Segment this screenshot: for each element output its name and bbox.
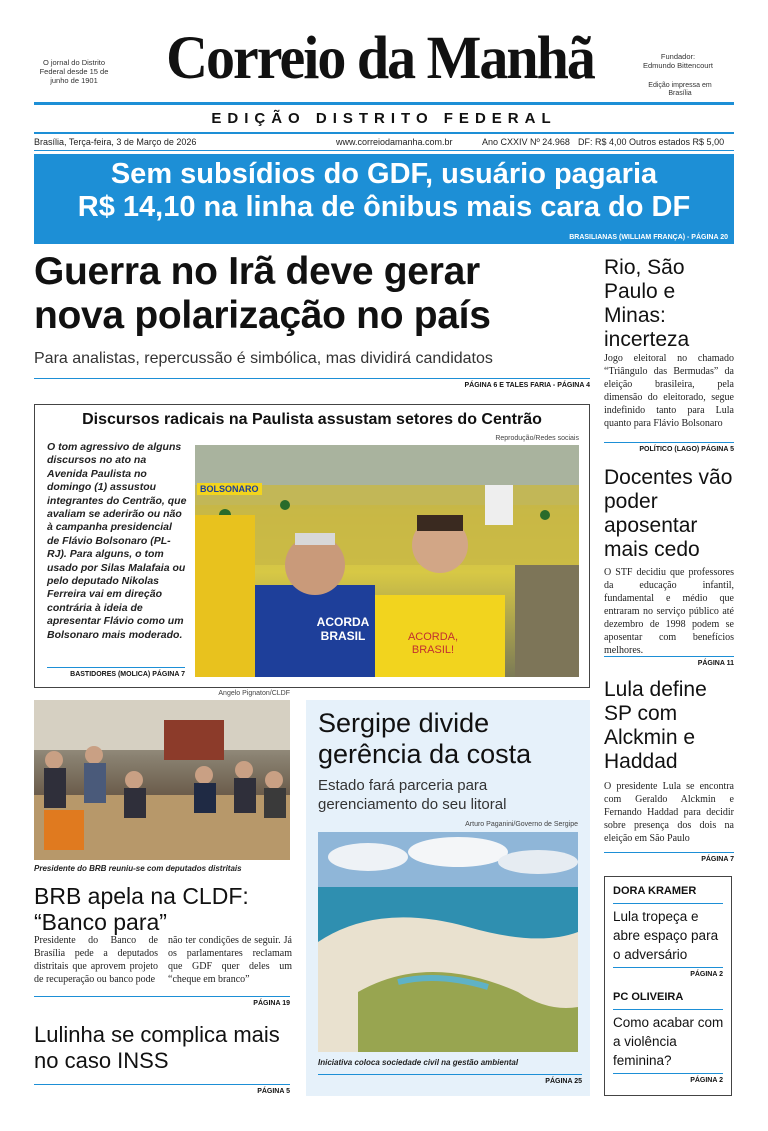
main-rule (34, 378, 590, 379)
paulista-headline: Discursos radicais na Paulista assustam setores do Centrão (82, 411, 542, 428)
rally-photo-illustration (195, 445, 579, 677)
paulista-rule (47, 667, 185, 668)
banner-page-ref: BRASILIANAS (WILLIAM FRANÇA) - PÁGINA 20 (569, 234, 728, 241)
coast-photo-illustration (318, 832, 578, 1052)
main-headline[interactable] (34, 250, 594, 338)
dateline-issue: Ano CXXIV Nº 24.968 (482, 137, 570, 147)
cldf-meeting-photo (34, 700, 290, 860)
print-note: Edição impressa em Brasília (648, 82, 712, 97)
main-headline-line2: nova polarização no país (34, 294, 491, 337)
rc-story3-headline[interactable]: Lula define SP com Alckmin e Haddad (604, 678, 707, 773)
lulinha-page-ref: PÁGINA 5 (257, 1088, 290, 1095)
shirt-left-text: ACORDA BRASIL (316, 615, 370, 643)
columnist-2-page-ref: PÁGINA 2 (690, 1077, 723, 1084)
banner-headline-line2: R$ 14,10 na linha de ônibus mais cara do DF (77, 191, 691, 223)
sergipe-headline (318, 708, 582, 770)
main-page-ref: PÁGINA 6 E TALES FARIA - PÁGINA 4 (464, 382, 590, 389)
sergipe-photo-credit: Arturo Paganini/Governo de Sergipe (465, 821, 578, 828)
brb-page-ref: PÁGINA 19 (253, 1000, 290, 1007)
lulinha-rule (34, 1084, 290, 1085)
top-banner[interactable] (34, 154, 734, 244)
shirt-right-text: ACORDA, BRASIL! (407, 631, 459, 656)
rc-story2-page-ref: PÁGINA 11 (697, 660, 734, 667)
dateline-price: DF: R$ 4,00 Outros estados R$ 5,00 (578, 137, 725, 147)
rc-story2-rule (604, 656, 734, 657)
brb-rule (34, 996, 290, 997)
paulista-photo-credit: Reprodução/Redes sociais (495, 435, 579, 442)
sergipe-story-box[interactable] (306, 700, 590, 1096)
brb-body-col2: não ter condições de seguir. Já os parlamentares reclamam que GDF quer deles um “cheque em branco” (168, 935, 292, 985)
dateline-date: Brasília, Terça-feira, 3 de Março de 2026 (34, 137, 197, 147)
founder-note (628, 52, 728, 70)
lulinha-headline[interactable]: Lulinha se complica mais no caso INSS (34, 1022, 280, 1073)
rc-story1-headline[interactable]: Rio, São Paulo e Minas: incerteza (604, 256, 690, 351)
rc-story1-body: Jogo eleitoral no chamado “Triângulo das Bermudas” da eleição brasileira, pela dimensão do eleitorado, segue indefinido tanto para Lula quanto para Flávio Bolsonaro (604, 353, 734, 429)
sergipe-headline-line1: Sergipe divide (318, 708, 490, 738)
masthead-rule-top (34, 102, 734, 105)
rc-story1-rule (604, 442, 734, 443)
rally-photo (195, 445, 579, 677)
dateline-website[interactable]: www.correiodamanha.com.br (336, 137, 453, 147)
paulista-page-ref: BASTIDORES (MOLICA) PÁGINA 7 (70, 671, 185, 678)
brb-headline[interactable] (34, 883, 290, 935)
columnist-2-title[interactable]: Como acabar com a violência feminina? (613, 1015, 724, 1068)
sergipe-subhead: Estado fará parceria para gerenciamento do seu litoral (318, 777, 507, 813)
rc-story3-rule (604, 852, 734, 853)
cldf-meeting-illustration (34, 700, 290, 860)
columnists-box (604, 876, 732, 1096)
columnist-1-rule-bottom (613, 967, 723, 968)
columnist-2-rule-top (613, 1009, 723, 1010)
columnist-2-name: PC OLIVEIRA (613, 991, 684, 1003)
newspaper-logo[interactable]: Correio da Manhã (166, 23, 594, 92)
rc-story2-headline[interactable]: Docentes vão poder aposentar mais cedo (604, 466, 733, 561)
brb-photo-credit: Angelo Pignaton/CLDF (218, 690, 290, 697)
rc-story1-page-ref: POLÍTICO (LAGO) PÁGINA 5 (639, 446, 734, 453)
masthead-rule-mid (34, 132, 734, 134)
paulista-body: O tom agressivo de alguns discursos no ato na Avenida Paulista no domingo (1) assustou integrantes do Centrão, que avaliam se aderirão ou não à campanha presidencial de Flávio Bolsonaro (PL-RJ). Para alguns, o tom usado por Silas Malafaia ou pelo deputado Nikolas Ferreira vai em direção contrária à ideia de apresentar Flávio como um Bolsonaro mais moderado. (47, 441, 187, 641)
sergipe-photo-caption: Iniciativa coloca sociedade civil na gestão ambiental (318, 1058, 519, 1067)
columnist-1-title[interactable]: Lula tropeça e abre espaço para o adversário (613, 909, 719, 962)
rc-story2-body: O STF decidiu que professores da educação infantil, fundamental e médio que entraram no serviço público até dezembro de 1998 podem se aposentar com benefícios melhores. (604, 567, 734, 656)
brb-headline-line1: BRB apela na CLDF: (34, 883, 249, 909)
columnist-2-rule-bottom (613, 1073, 723, 1074)
masthead-rule-bottom (34, 150, 734, 151)
columnist-1-page-ref: PÁGINA 2 (690, 971, 723, 978)
founder-label: Fundador: (660, 52, 696, 61)
rc-story3-body: O presidente Lula se encontra com Geraldo Alckmin e Fernando Haddad para decidir sobre presença dos dois na eleição em São Paulo (604, 781, 734, 844)
columnist-1-name: DORA KRAMER (613, 885, 697, 897)
sergipe-headline-line2: gerência da costa (318, 739, 532, 769)
rally-sign: BOLSONARO (197, 483, 262, 495)
coast-photo (318, 832, 578, 1052)
rc-story3-page-ref: PÁGINA 7 (701, 856, 734, 863)
sergipe-rule (318, 1074, 582, 1075)
main-subhead: Para analistas, repercussão é simbólica, mas dividirá candidatos (34, 350, 493, 367)
edition-label: EDIÇÃO DISTRITO FEDERAL (211, 110, 557, 127)
paulista-story-box[interactable] (34, 404, 590, 688)
banner-headline-line1: Sem subsídios do GDF, usuário pagaria (110, 158, 658, 190)
main-headline-line1: Guerra no Irã deve gerar (34, 250, 480, 293)
brb-body-col1: Presidente do Banco de Brasília pede a deputados distritais que aprovem projeto de recuperação ou banco pode (34, 935, 158, 985)
sergipe-page-ref: PÁGINA 25 (545, 1078, 582, 1085)
columnist-1-rule-top (613, 903, 723, 904)
brb-headline-line2: “Banco para” (34, 909, 167, 935)
brb-photo-caption: Presidente do BRB reuniu-se com deputados distritais (34, 864, 242, 873)
founder-name: Edmundo Bittencourt (642, 61, 714, 70)
masthead-tagline: O jornal do Distrito Federal desde 15 de junho de 1901 (39, 58, 109, 85)
banner-headline (34, 158, 734, 224)
